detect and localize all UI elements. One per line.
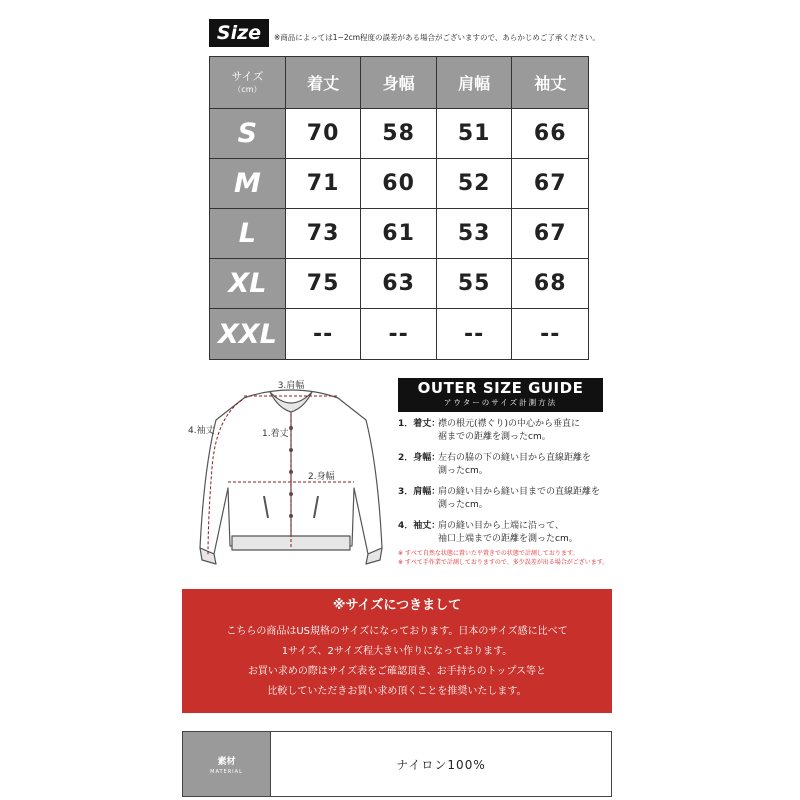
row-size-l: L <box>210 209 286 259</box>
corner-label: サイズ <box>231 69 264 83</box>
column-header-body-width: 身幅 <box>361 57 437 109</box>
table-cell: 58 <box>361 109 437 159</box>
list-item <box>398 486 608 512</box>
table-cell: 63 <box>361 259 437 309</box>
label-shoulder: 3.肩幅 <box>277 381 305 391</box>
guide-title-text: OUTER SIZE GUIDE <box>417 379 584 397</box>
table-cell: 66 <box>512 109 588 159</box>
table-cell: 67 <box>512 209 588 259</box>
column-header-length: 着丈 <box>286 57 362 109</box>
table-cell: 73 <box>286 209 362 259</box>
table-cell: 71 <box>286 159 362 209</box>
table-cell: -- <box>286 309 362 359</box>
table-cell: 67 <box>512 159 588 209</box>
guide-note: ※ すべて自然な状態に置いた平置きでの状態で計測しております。 <box>398 550 579 557</box>
sleeve-measure-line <box>208 400 242 556</box>
column-header-sleeve: 袖丈 <box>512 57 588 109</box>
guide-item-number: 1．着丈： <box>398 419 441 429</box>
notice-line: お買い求めの際はサイズ表をご確認頂き、お手持ちのトップス等と <box>247 666 547 677</box>
table-cell: -- <box>361 309 437 359</box>
table-cell: 51 <box>437 109 513 159</box>
guide-line: 測ったcm。 <box>438 500 488 510</box>
list-item <box>398 452 608 478</box>
material-label-jp: 素材 <box>217 756 236 767</box>
notice-line: 1サイズ、2サイズ程大きい作りになっております。 <box>281 646 513 657</box>
table-row <box>210 159 588 209</box>
material-value: ナイロン100% <box>396 757 486 772</box>
guide-line: 裾までの距離を測ったcm。 <box>438 432 551 442</box>
material-label-en: MATERIAL <box>210 768 243 775</box>
table-cell: 52 <box>437 159 513 209</box>
size-notice <box>182 589 612 713</box>
notice-title: ※サイズにつきまして <box>332 598 462 613</box>
guide-line: 肩の縫い目から縫い目までの直線距離を <box>438 487 601 497</box>
guide-list <box>398 418 608 554</box>
table-cell: 55 <box>437 259 513 309</box>
guide-subtitle: アウターのサイズ計測方法 <box>443 398 558 407</box>
column-header-shoulder: 肩幅 <box>437 57 513 109</box>
table-cell: 60 <box>361 159 437 209</box>
table-row <box>210 309 588 359</box>
jacket-waistband <box>232 536 350 550</box>
list-item <box>398 418 608 444</box>
guide-line: 肩の縫い目から上端に沿って、 <box>438 521 564 531</box>
jacket-diagram <box>186 378 396 578</box>
table-cell: 75 <box>286 259 362 309</box>
guide-item-number: 3．肩幅： <box>398 487 441 497</box>
label-sleeve: 4.袖丈 <box>188 426 215 436</box>
jacket-collar <box>270 392 312 412</box>
table-cell: 61 <box>361 209 437 259</box>
guide-note: ※ すべて手作業で計測しておりますので、多少誤差が出る場合がございます。 <box>398 559 609 566</box>
table-cell: 70 <box>286 109 362 159</box>
guide-item-desc <box>438 418 608 444</box>
row-size-xl: XL <box>210 259 286 309</box>
table-cell: 68 <box>512 259 588 309</box>
row-size-m: M <box>210 159 286 209</box>
table-row <box>210 209 588 259</box>
guide-item-desc <box>438 520 608 546</box>
size-table <box>209 56 589 360</box>
notice-line: こちらの商品はUS規格のサイズになっております。日本のサイズ感に比べて <box>226 626 568 637</box>
size-table-header-row <box>210 57 588 109</box>
size-badge: Size <box>209 19 269 47</box>
corner-unit: （cm） <box>233 84 262 94</box>
guide-title <box>398 378 603 412</box>
guide-item-desc <box>438 452 608 478</box>
table-cell: -- <box>512 309 588 359</box>
table-cell: -- <box>437 309 513 359</box>
size-note: ※商品によっては1~2cm程度の誤差がある場合がございますので、あらかじめご了承ください。 <box>274 33 600 42</box>
material-table <box>182 731 612 797</box>
row-size-xxl: XXL <box>210 309 286 359</box>
label-length: 1.着丈 <box>262 429 289 439</box>
row-size-s: S <box>210 109 286 159</box>
guide-line: 左右の脇の下の縫い目から直線距離を <box>438 453 592 463</box>
guide-item-number: 4．袖丈： <box>398 521 441 531</box>
label-width: 2.身幅 <box>308 472 335 482</box>
notice-line: 比較していただきお買い求め頂くことを推奨いたします。 <box>267 686 527 697</box>
list-item <box>398 520 608 546</box>
guide-line: 襟の根元(襟ぐり)の中心から垂直に <box>438 419 581 429</box>
table-cell: 53 <box>437 209 513 259</box>
guide-notes <box>398 549 608 567</box>
guide-item-number: 2．身幅： <box>398 453 441 463</box>
material-label <box>183 732 271 796</box>
guide-item-desc <box>438 486 608 512</box>
table-row <box>210 259 588 309</box>
table-row <box>210 109 588 159</box>
guide-line: 測ったcm。 <box>438 466 488 476</box>
guide-line: 袖口上端までの距離を測ったcm。 <box>438 534 578 544</box>
size-table-corner <box>210 57 286 109</box>
